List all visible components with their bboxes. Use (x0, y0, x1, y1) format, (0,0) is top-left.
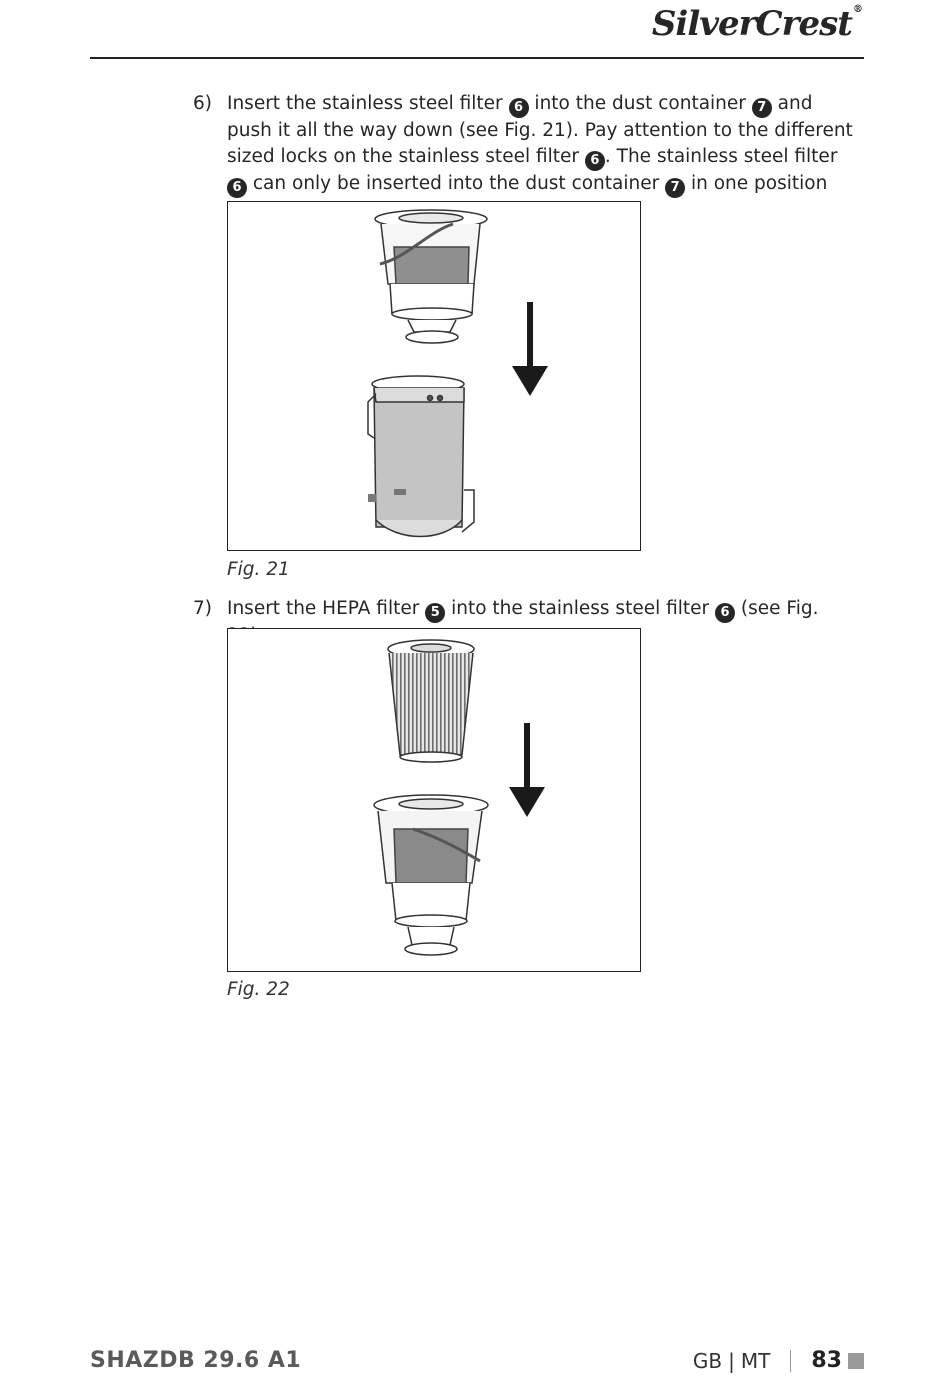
text-run: into the dust container (528, 93, 752, 114)
step-number: 7) (193, 598, 212, 619)
text-run: . The stainless steel filter (604, 146, 838, 167)
part-ref-badge: 6 (715, 603, 735, 623)
part-ref-badge: 5 (425, 603, 445, 623)
text-run: and push it all the way down (see Fig. 21). Pay attention to the different sized locks on the stainless steel filter (227, 93, 853, 167)
down-arrow-icon (509, 723, 545, 817)
figure-caption: Fig. 21 (227, 559, 290, 580)
footer-divider (790, 1350, 791, 1372)
figure-21 (227, 201, 641, 551)
stainless-steel-filter-drawing (375, 210, 487, 343)
text-run: Insert the HEPA filter (227, 598, 426, 619)
page-number: 83 (811, 1348, 842, 1373)
dust-container-drawing (368, 376, 474, 537)
brand-logo (652, 4, 862, 44)
part-ref-badge: 6 (585, 151, 605, 171)
page-marker-square (848, 1353, 864, 1369)
figure-22 (227, 628, 641, 972)
footer-page-info (693, 1348, 864, 1373)
stainless-steel-filter-drawing (374, 795, 488, 955)
language-code: GB (692, 1348, 723, 1373)
language-separator: | (728, 1348, 735, 1373)
part-ref-badge: 7 (665, 178, 685, 198)
step-number: 6) (193, 93, 212, 114)
down-arrow-icon (512, 302, 548, 396)
part-ref-badge: 6 (509, 98, 529, 118)
registered-mark: ® (853, 4, 862, 15)
footer-model-number: SHAZDB 29.6 A1 (90, 1348, 302, 1373)
header-rule (90, 57, 864, 59)
text-run: Insert the stainless steel filter (227, 93, 509, 114)
text-run: (see Fig. (740, 598, 819, 619)
part-ref-badge: 6 (227, 178, 247, 198)
language-code: MT (740, 1348, 771, 1373)
hepa-filter-drawing (388, 640, 474, 762)
text-run: in one position (690, 173, 828, 194)
text-run: can only be inserted into the dust container (247, 173, 666, 194)
figure-caption: Fig. 22 (227, 979, 290, 1000)
hepa-into-filter-illustration (228, 629, 640, 971)
filter-into-container-illustration (228, 202, 640, 550)
text-run: into the stainless steel filter (445, 598, 716, 619)
part-ref-badge: 7 (752, 98, 772, 118)
brand-name: SilverCrest (651, 4, 852, 44)
